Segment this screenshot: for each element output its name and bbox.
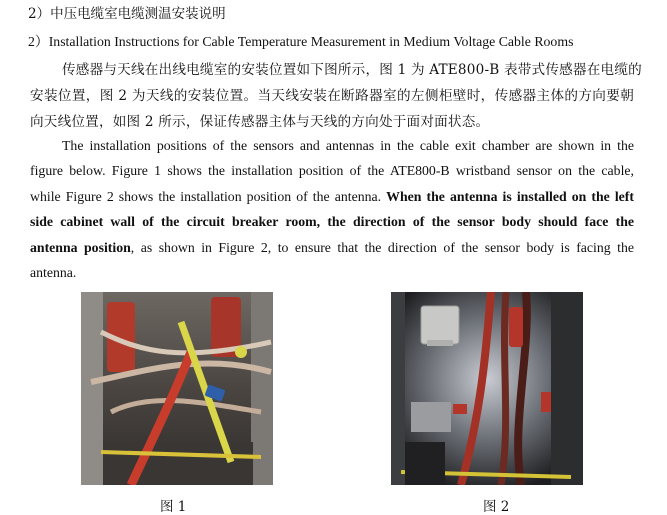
figure-2-illustration — [391, 292, 583, 485]
para-en-line-4-bold: side cabinet wall of the circuit breaker room, the direction of the sensor body should face the — [30, 214, 634, 229]
para-en-line-3-normal: while Figure 2 shows the installation position of the antenna. — [30, 189, 387, 204]
para-en-line-3 — [30, 189, 634, 205]
para-en-line-5 — [30, 240, 634, 256]
heading-chinese: 2）中压电缆室电缆测温安装说明 — [28, 6, 226, 22]
figure-1-photo — [81, 292, 273, 485]
heading-english: 2）Installation Instructions for Cable Temperature Measurement in Medium Voltage Cable Rooms — [28, 34, 574, 49]
figure-2-photo — [391, 292, 583, 485]
para-zh-line-2: 安装位置，图 2 为天线的安装位置。当天线安装在断路器室的左侧柜壁时，传感器主体的方向要朝 — [30, 88, 634, 104]
para-en-line-2: figure below. Figure 1 shows the installation position of the ATE800-B wristband sensor on the cable, — [30, 163, 634, 178]
para-en-line-5-normal: , as shown in Figure 2, to ensure that the direction of the sensor body is facing the — [130, 240, 634, 255]
figure-1-caption: 图 1 — [160, 499, 187, 515]
figure-1-illustration — [81, 292, 273, 485]
para-en-line-3-bold: When the antenna is installed on the left — [386, 189, 634, 204]
figure-2-caption: 图 2 — [483, 499, 510, 515]
para-zh-line-3: 向天线位置，如图 2 所示，保证传感器主体与天线的方向处于面对面状态。 — [30, 114, 490, 130]
para-en-line-5-bold: antenna position — [30, 240, 131, 255]
para-zh-line-1: 传感器与天线在出线电缆室的安装位置如下图所示，图 1 为 ATE800-B 表带式传感器在电缆的 — [62, 62, 642, 78]
para-en-line-1: The installation positions of the sensors and antennas in the cable exit chamber are shown in the — [62, 138, 634, 153]
para-en-line-4 — [30, 214, 634, 230]
para-en-line-6: antenna. — [30, 265, 77, 280]
